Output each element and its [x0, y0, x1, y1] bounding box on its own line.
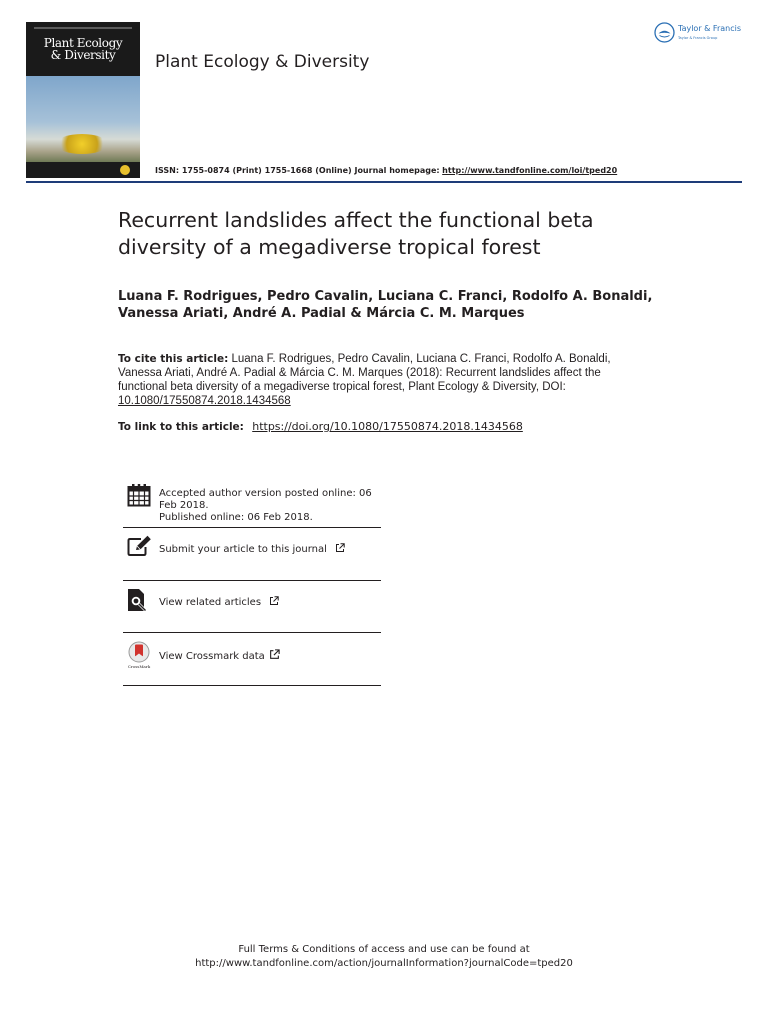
related-articles-label: View related articles: [159, 597, 262, 608]
submit-article-link[interactable]: [159, 543, 345, 556]
crossmark-badge-text: CrossMark: [127, 664, 151, 669]
article-doi-url[interactable]: https://doi.org/10.1080/17550874.2018.1434568: [252, 420, 523, 433]
related-articles-row[interactable]: [123, 579, 381, 633]
accepted-date-line1: Accepted author version posted online: 06: [159, 488, 372, 499]
cover-footer: [26, 162, 140, 178]
crossmark-icon: [126, 641, 152, 669]
accepted-date-line2: Feb 2018.: [159, 500, 209, 511]
article-link-line: [118, 420, 523, 433]
header-divider: [26, 181, 742, 183]
journal-homepage-link[interactable]: http://www.tandfonline.com/loi/tped20: [442, 166, 618, 175]
footer-terms-url[interactable]: http://www.tandfonline.com/action/journalInformation?journalCode=tped20: [195, 958, 573, 969]
publisher-logo[interactable]: [654, 22, 749, 46]
journal-cover-image: [26, 22, 140, 178]
cover-title-line1: Plant Ecology: [43, 36, 123, 50]
article-link-label: To link to this article:: [118, 421, 244, 433]
issn-line: [155, 166, 617, 175]
submit-article-label: Submit your article to this journal: [159, 544, 327, 555]
journal-name: Plant Ecology & Diversity: [155, 52, 370, 72]
cover-title-line2: & Diversity: [50, 48, 116, 62]
published-info-row: [123, 480, 381, 528]
issn-text: ISSN: 1755-0874 (Print) 1755-1668 (Online) Journal homepage:: [155, 166, 440, 175]
external-link-icon: [269, 596, 279, 606]
external-link-icon: [269, 649, 280, 660]
related-articles-link[interactable]: [159, 596, 279, 609]
citation-doi-link[interactable]: 10.1080/17550874.2018.1434568: [118, 395, 291, 407]
crossmark-link[interactable]: [159, 649, 280, 663]
edit-icon: [127, 535, 153, 557]
crossmark-row[interactable]: [123, 632, 381, 686]
cover-flowers: [56, 134, 108, 154]
published-info-text: [159, 488, 372, 524]
citation-block: [118, 352, 638, 408]
publisher-logo-icon: [654, 22, 675, 43]
publisher-tagline: Taylor & Francis Group: [678, 36, 718, 40]
published-date: Published online: 06 Feb 2018.: [159, 512, 313, 523]
cover-top-line: [34, 27, 132, 29]
citation-text: Luana F. Rodrigues, Pedro Cavalin, Luciana C. Franci, Rodolfo A. Bonaldi, Vanessa Ariati, André A. Padial & Márcia C. M. Marques (2018): Recurrent landslides affect the functional beta diversity of a megadiverse tropical forest, Plant Ecology & Diversity, DOI:: [118, 353, 611, 393]
crossmark-label: View Crossmark data: [159, 651, 265, 662]
cover-title: [26, 37, 140, 61]
citation-label: To cite this article:: [118, 353, 229, 365]
footer-terms: [0, 943, 768, 971]
search-document-icon: [127, 588, 149, 612]
cover-emblem-icon: [120, 165, 130, 175]
article-title: Recurrent landslides affect the functional beta diversity of a megadiverse tropical forest: [118, 208, 594, 259]
publisher-name: Taylor & Francis: [678, 24, 741, 33]
calendar-icon: [127, 483, 151, 507]
article-authors: Luana F. Rodrigues, Pedro Cavalin, Luciana C. Franci, Rodolfo A. Bonaldi, Vanessa Ariati, André A. Padial & Márcia C. M. Marques: [118, 289, 653, 321]
footer-terms-line1: Full Terms & Conditions of access and use can be found at: [238, 944, 530, 955]
external-link-icon: [335, 543, 345, 553]
article-actions: [123, 480, 381, 581]
